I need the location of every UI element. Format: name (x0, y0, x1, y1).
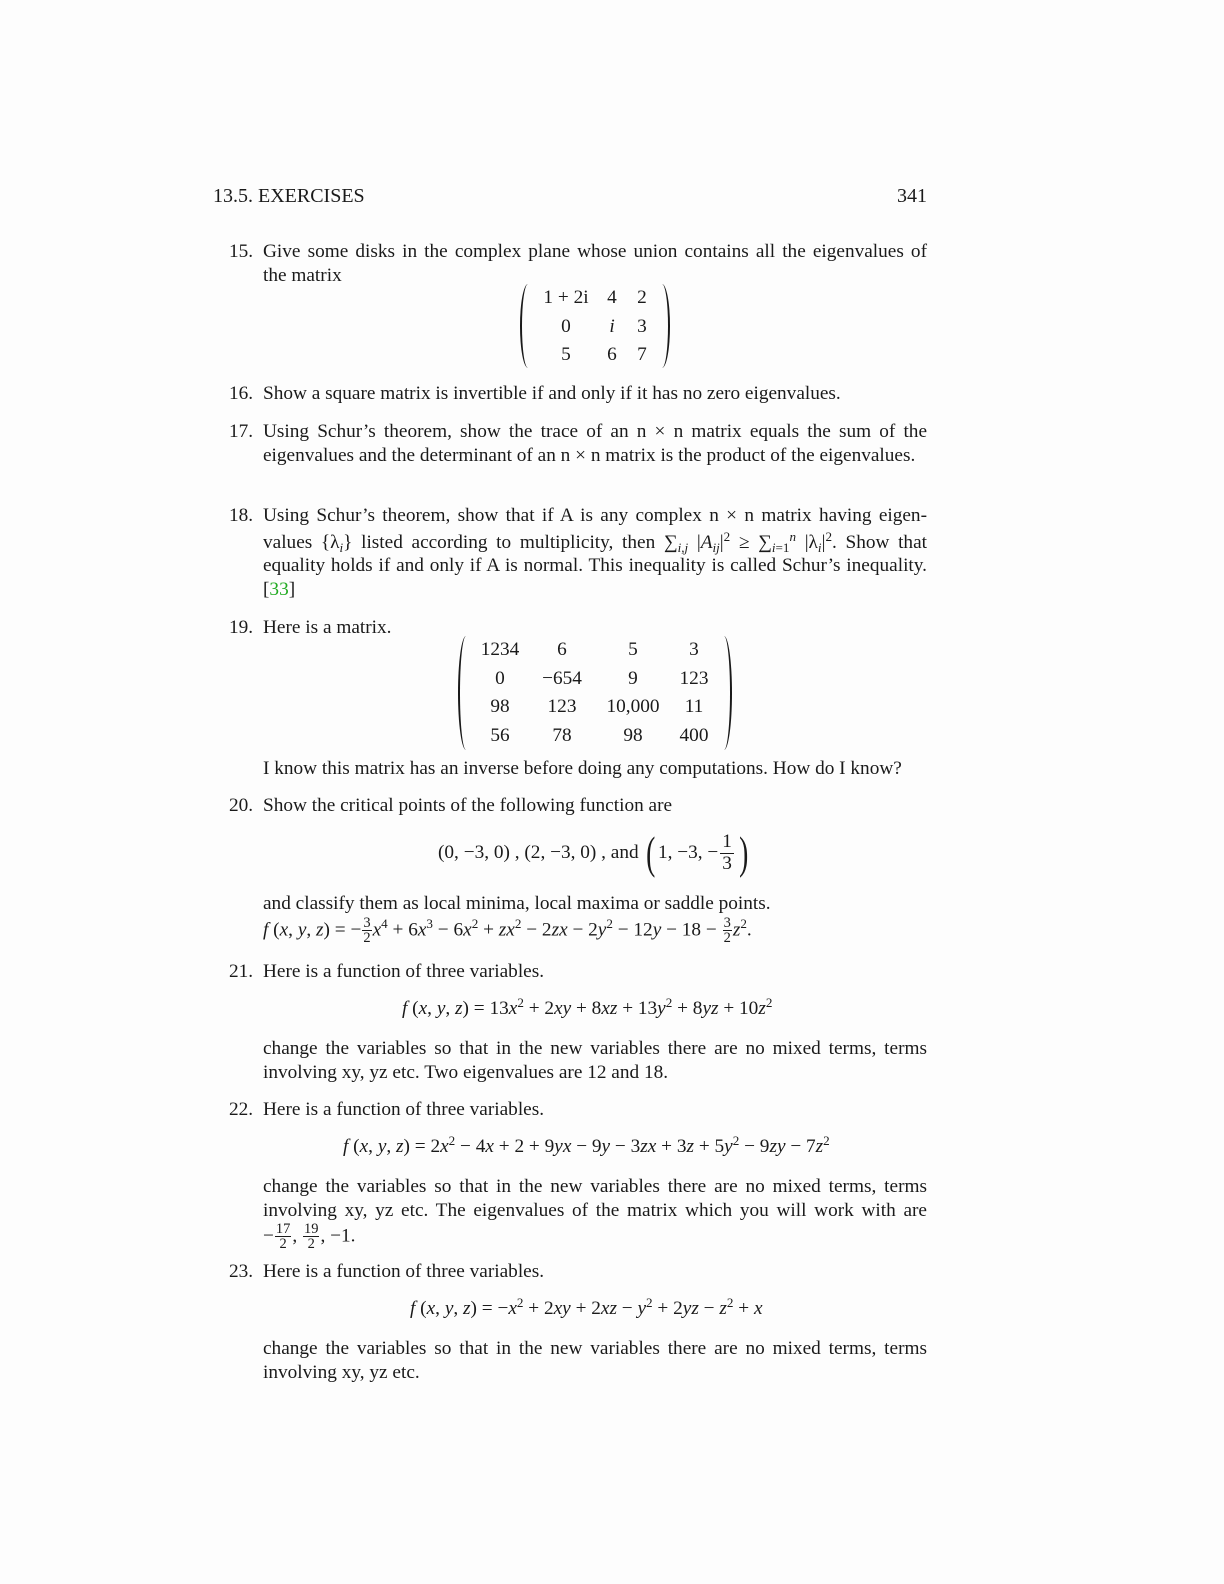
numerator: 1 (722, 831, 732, 853)
exercise-text: Here is a function of three variables. (263, 1099, 545, 1120)
exercise-number: 22. (229, 1099, 254, 1120)
matrix-cell: 9 (628, 667, 638, 689)
point-text: 1, −3, − (657, 842, 719, 863)
function-21: f (x, y, $z) = 13x^2 + 2xy + 8xz + 13y^2 + 8yz + 10z^2$ (402, 994, 773, 1019)
text-part: values {λ (263, 531, 340, 553)
matrix-cell: 2 (637, 287, 647, 309)
exercise-text: change the variables so that in the new variables there are no mixed terms, terms (263, 1038, 927, 1059)
function-22: f (x, y, $z) = 2x^2 - 4x + 2 + 9yx - 9y - 3zx + 3z + 5y^2 - 9zy - 7z^2$ (343, 1132, 830, 1157)
exercise-number: 19. (229, 617, 254, 638)
matrix-cell: 3 (689, 639, 699, 661)
exercise-text: equality holds if and only if A is normal. This inequality is called Schur’s inequality. (263, 555, 927, 576)
right-paren (654, 284, 670, 368)
exercise-text: Using Schur’s theorem, show that if A is any complex n × n matrix having eigen- (263, 505, 927, 526)
exercise-number: 18. (229, 505, 254, 526)
exercise-21-body (229, 1037, 927, 1084)
exercise-text: involving xy, yz etc. (263, 1361, 420, 1383)
exercise-text: involving xy, yz etc. Two eigenvalues are 12 and 18. (263, 1061, 669, 1083)
critical-points (438, 828, 751, 878)
cite-bracket: ] (288, 578, 296, 600)
matrix-cell: −654 (542, 667, 582, 689)
exercise-21 (229, 960, 927, 984)
matrix-cell: 98 (490, 696, 510, 718)
exercise-20-body (229, 892, 927, 945)
exercise-number: 17. (229, 421, 254, 442)
matrix-cell: 1234 (480, 639, 520, 661)
exercise-text: Here is a matrix. (263, 617, 392, 638)
matrix-cell: 5 (628, 639, 638, 661)
denominator: 3 (722, 852, 732, 874)
schur-inequality: $\sum_{i,j}$ $|A_{ij}|^2 \ge \sum_{i=1}^n$ $|\lambda_i|^2$ (663, 528, 833, 555)
matrix-table (474, 636, 720, 750)
function-23: f (x, y, $z) = -x^2 + 2xy + 2xz - y^2 + 2yz - z^2 + x$ (410, 1294, 763, 1319)
page-number: 341 (897, 185, 927, 207)
exercise-text: change the variables so that in the new variables there are no mixed terms, terms (263, 1176, 927, 1197)
citation-link[interactable]: 33 (269, 578, 289, 600)
exercise-15 (229, 240, 927, 287)
matrix-cell: 7 (637, 344, 647, 366)
matrix-cell: 98 (623, 724, 643, 746)
eigenvalues-22: − $\frac{17}{2}$ , $\frac{19}{2}$ , −1. (263, 1221, 356, 1253)
exercise-text: I know this matrix has an inverse before doing any computations. How do I know? (263, 758, 902, 779)
points-text: (0, −3, 0) , (2, −3, 0) , and (438, 842, 639, 863)
matrix-19 (458, 636, 732, 750)
function-20: f (x, y, z) = − $\frac{3}{2}$ $x^4 + 6x^3 - 6x^2 + zx^2 - 2zx - 2y^2 - 12y - 18$ − $\frac{3}{2}$ $z^2$. (263, 914, 752, 946)
matrix-cell: i (609, 315, 615, 337)
cite-bracket: [ (263, 578, 270, 600)
matrix-cell: 10,000 (606, 696, 660, 718)
exercise-23 (229, 1260, 927, 1284)
matrix-cell: 6 (557, 639, 567, 661)
matrix-cell: 123 (547, 696, 577, 718)
exercise-22 (229, 1098, 927, 1122)
citation[interactable] (263, 578, 927, 602)
matrix-cell: 5 (561, 344, 571, 366)
exercise-18 (229, 504, 927, 601)
left-paren (458, 636, 474, 750)
exercise-16 (229, 382, 927, 406)
exercise-text: involving xy, yz etc. The eigenvalues of the matrix which you will work with are (263, 1199, 927, 1221)
exercise-text: Give some disks in the complex plane whose union contains all the eigenvalues of (263, 241, 927, 262)
matrix-cell: 4 (607, 287, 617, 309)
exercise-number: 23. (229, 1261, 254, 1282)
exercise-number: 20. (229, 795, 254, 816)
running-header (213, 185, 927, 211)
exercise-17 (229, 420, 927, 467)
exercise-19-question (229, 757, 927, 781)
matrix-cell: 1 + 2i (543, 287, 589, 309)
matrix-15 (520, 284, 670, 368)
exercise-text: Using Schur’s theorem, show the trace of an n × n matrix equals the sum of the (263, 421, 927, 442)
matrix-cell: 56 (490, 724, 510, 746)
left-paren: ( (645, 827, 655, 878)
exercise-text: Here is a function of three variables. (263, 1261, 545, 1282)
section-title: 13.5. EXERCISES (213, 185, 365, 207)
left-paren (520, 284, 536, 368)
exercise-text: Show the critical points of the following function are (263, 795, 673, 816)
exercise-number: 16. (229, 383, 254, 404)
matrix-cell: 11 (684, 696, 704, 718)
matrix-cell: 6 (607, 344, 617, 366)
matrix-cell: 78 (552, 724, 572, 746)
exercise-text: Here is a function of three variables. (263, 961, 545, 982)
matrix-cell: 123 (679, 667, 709, 689)
exercise-text: change the variables so that in the new variables there are no mixed terms, terms (263, 1338, 927, 1359)
exercise-number: 15. (229, 241, 254, 262)
exercise-text: the matrix (263, 264, 342, 286)
exercise-text: and classify them as local minima, local maxima or saddle points. (263, 893, 771, 914)
exercise-text-math: values $\{\lambda_i\}$ listed according to multiplicity, then $\sum_{i,j}$ $|A_{ij}|^2 \ge \sum_{i=1}^n$ $|\lambda_i|^2$. Show that (263, 528, 927, 555)
matrix-cell: 400 (679, 724, 709, 746)
exercise-number: 21. (229, 961, 254, 982)
exercise-23-body (229, 1337, 927, 1384)
right-paren: ) (738, 827, 749, 878)
text-part: } listed according to multiplicity, then (343, 531, 656, 553)
exercise-22-body (229, 1175, 927, 1252)
exercise-20 (229, 794, 927, 818)
matrix-cell: 3 (637, 315, 647, 337)
exercise-text: eigenvalues and the determinant of an n × n matrix is the product of the eigenvalues. (263, 444, 916, 466)
exercise-text: Show a square matrix is invertible if and only if it has no zero eigenvalues. (263, 383, 841, 404)
matrix-cell: 0 (561, 315, 571, 337)
matrix-cell: 0 (495, 667, 505, 689)
fraction (720, 832, 734, 874)
text-part: . Show that (832, 531, 927, 553)
matrix-table (536, 284, 656, 370)
